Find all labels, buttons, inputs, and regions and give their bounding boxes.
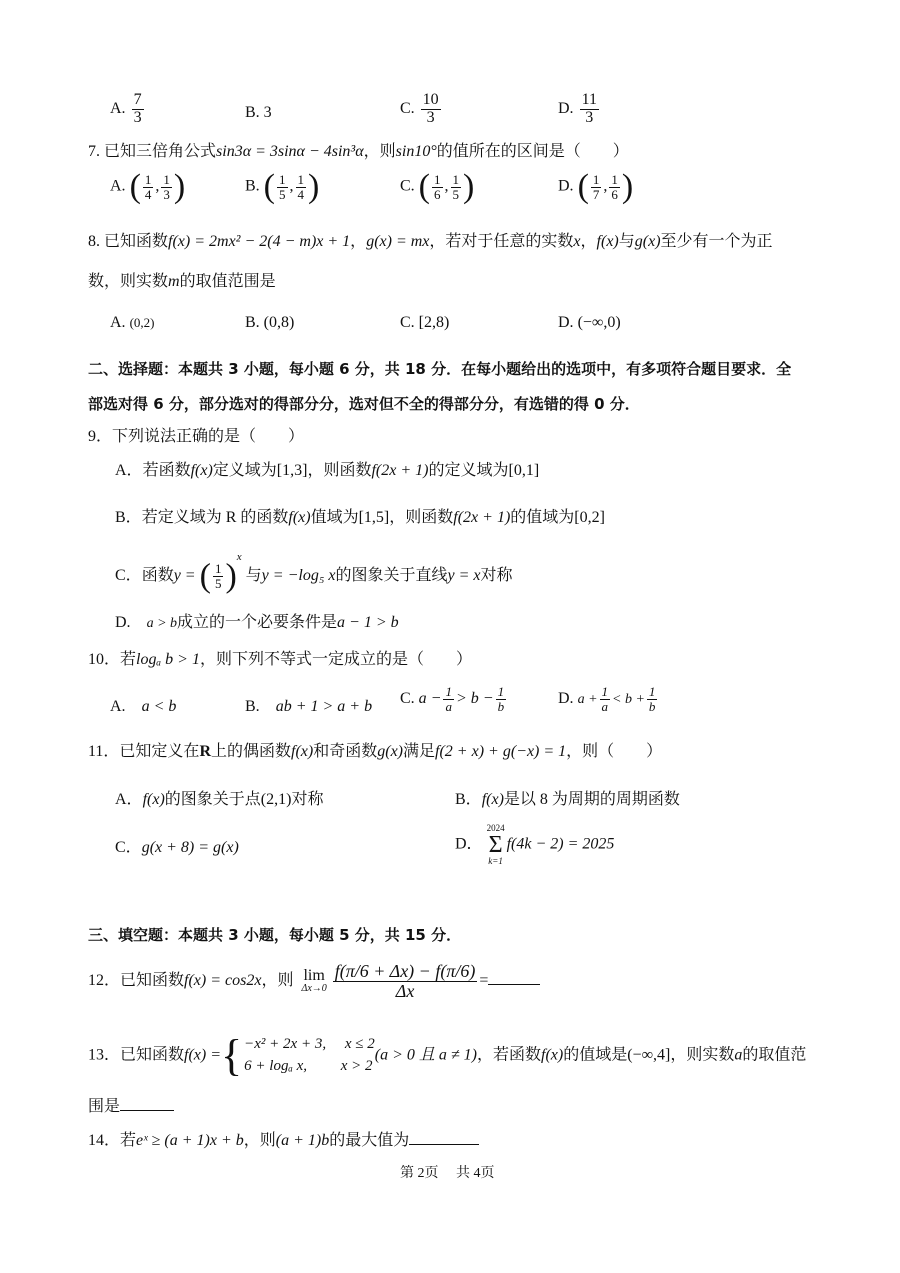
piecewise-cases: −x² + 2x + 3, x ≤ 2 6 + logₐ x, x > 2: [244, 1036, 375, 1074]
q9-option-c: C．函数y = ( $\frac{1}{5}$ )$^x$ 与y = −log₅ x的图象关于直线y = x对称: [115, 551, 513, 595]
q8-option-a: A. (0,2): [110, 314, 155, 331]
q9-option-b: B．若定义域为 R 的函数f(x)值域为[1,5]，则函数f(2x + 1)的值域为[0,2]: [115, 509, 605, 526]
q13-stem-line1: 13．已知函数f(x) ={ −x² + 2x + 3, x ≤ 2 6 + logₐ x, x > 2 (a > 0 且 a ≠ 1)，若函数f(x)的值域是(−∞,4]，则实数a的取值范: [88, 1031, 807, 1080]
q9-stem: 9．下列说法正确的是（ ）: [88, 428, 305, 445]
page-footer: 第 2页 共 4页: [400, 1166, 495, 1181]
section2-heading-line2: 部选对得 6 分，部分选对的得部分分，选对但不全的得部分分，有选错的得 0 分．: [88, 395, 640, 413]
section2-heading-line1: 二、选择题：本题共 3 小题，每小题 6 分，共 18 分．在每小题给出的选项中，有多项符合题目要求．全: [88, 360, 792, 378]
q12-difference-quotient: $\frac{f(\pi/6 + \Delta x) - f(\pi/6)}{\Delta x}$: [334, 961, 476, 1001]
q8-option-c: C. [2,8): [400, 314, 450, 331]
q8-stem-line2: 数，则实数m的取值范围是: [88, 273, 276, 290]
q7-option-b: B. ( $\frac{1}{5}$ , $\frac{1}{4}$ ): [245, 168, 320, 205]
q6-option-b: B. 3: [245, 104, 272, 121]
sum-symbol: 2024 Σ k=1: [486, 823, 505, 866]
q6-option-c: C. $\frac{10}{3}$: [400, 91, 439, 126]
q6-a-fraction: $\frac{7}{3}$: [133, 91, 142, 126]
q11-option-b: B．f(x)是以 8 为周期的周期函数: [455, 791, 680, 808]
q14-stem: 14．若eˣ ≥ (a + 1)x + b，则(a + 1)b的最大值为: [88, 1131, 479, 1150]
q13-stem-line2: 围是: [88, 1097, 174, 1116]
q6-option-d: D. $\frac{11}{3}$: [558, 91, 597, 126]
q12-stem: 12．已知函数f(x) = cos2x，则 lim Δx→0 $\frac{f(\pi/6 + \Delta x) - f(\pi/6)}{\Delta x}$ =: [88, 962, 540, 1001]
q9-option-a: A．若函数f(x)定义域为[1,3]，则函数f(2x + 1)的定义域为[0,1]: [115, 462, 540, 479]
q7-option-d: D. ( $\frac{1}{7}$ , $\frac{1}{6}$ ): [558, 168, 634, 205]
answer-blank[interactable]: [488, 984, 540, 985]
q7-option-a: A. ( $\frac{1}{4}$ , $\frac{1}{3}$ ): [110, 168, 186, 205]
answer-blank[interactable]: [409, 1144, 479, 1145]
q10-option-c: C. a − $\frac{1}{a}$ > b − $\frac{1}{b}$: [400, 684, 505, 714]
q10-option-a: A. a < b: [110, 698, 177, 715]
q10-option-b: B. ab + 1 > a + b: [245, 698, 373, 715]
q11-stem: 11．已知定义在R上的偶函数f(x)和奇函数g(x)满足f(2 + x) + g(−x) = 1，则（ ）: [88, 743, 663, 760]
q6-option-a: A. $\frac{7}{3}$: [110, 91, 142, 126]
q6-c-fraction: $\frac{10}{3}$: [422, 91, 439, 126]
q8-option-b: B. (0,8): [245, 314, 295, 331]
q10-option-d: D. a + $\frac{1}{a}$ < b + $\frac{1}{b}$: [558, 684, 656, 714]
q7-option-c: C. ( $\frac{1}{6}$ , $\frac{1}{5}$ ): [400, 168, 475, 205]
q11-option-c: C．g(x + 8) = g(x): [115, 839, 239, 856]
section3-heading: 三、填空题：本题共 3 小题，每小题 5 分，共 15 分．: [88, 926, 462, 944]
q7-stem: 7. 已知三倍角公式sin3α = 3sinα − 4sin³α，则sin10°的值所在的区间是（ ）: [88, 143, 629, 160]
q9-option-d: D. a > b成立的一个必要条件是a − 1 > b: [115, 614, 399, 631]
q11-option-a: A．f(x)的图象关于点(2,1)对称: [115, 791, 324, 808]
q6-d-fraction: $\frac{11}{3}$: [581, 91, 597, 126]
q8-option-d: D. (−∞,0): [558, 314, 621, 331]
answer-blank[interactable]: [120, 1110, 174, 1111]
q8-stem-line1: 8. 已知函数f(x) = 2mx² − 2(4 − m)x + 1，g(x) = mx，若对于任意的实数x，f(x)与g(x)至少有一个为正: [88, 233, 773, 250]
limit-operator: lim Δx→0: [301, 967, 327, 995]
q10-stem: 10．若logₐ b > 1，则下列不等式一定成立的是（ ）: [88, 651, 472, 668]
q11-option-d: D． 2024 Σ k=1 f(4k − 2) = 2025: [455, 823, 615, 866]
